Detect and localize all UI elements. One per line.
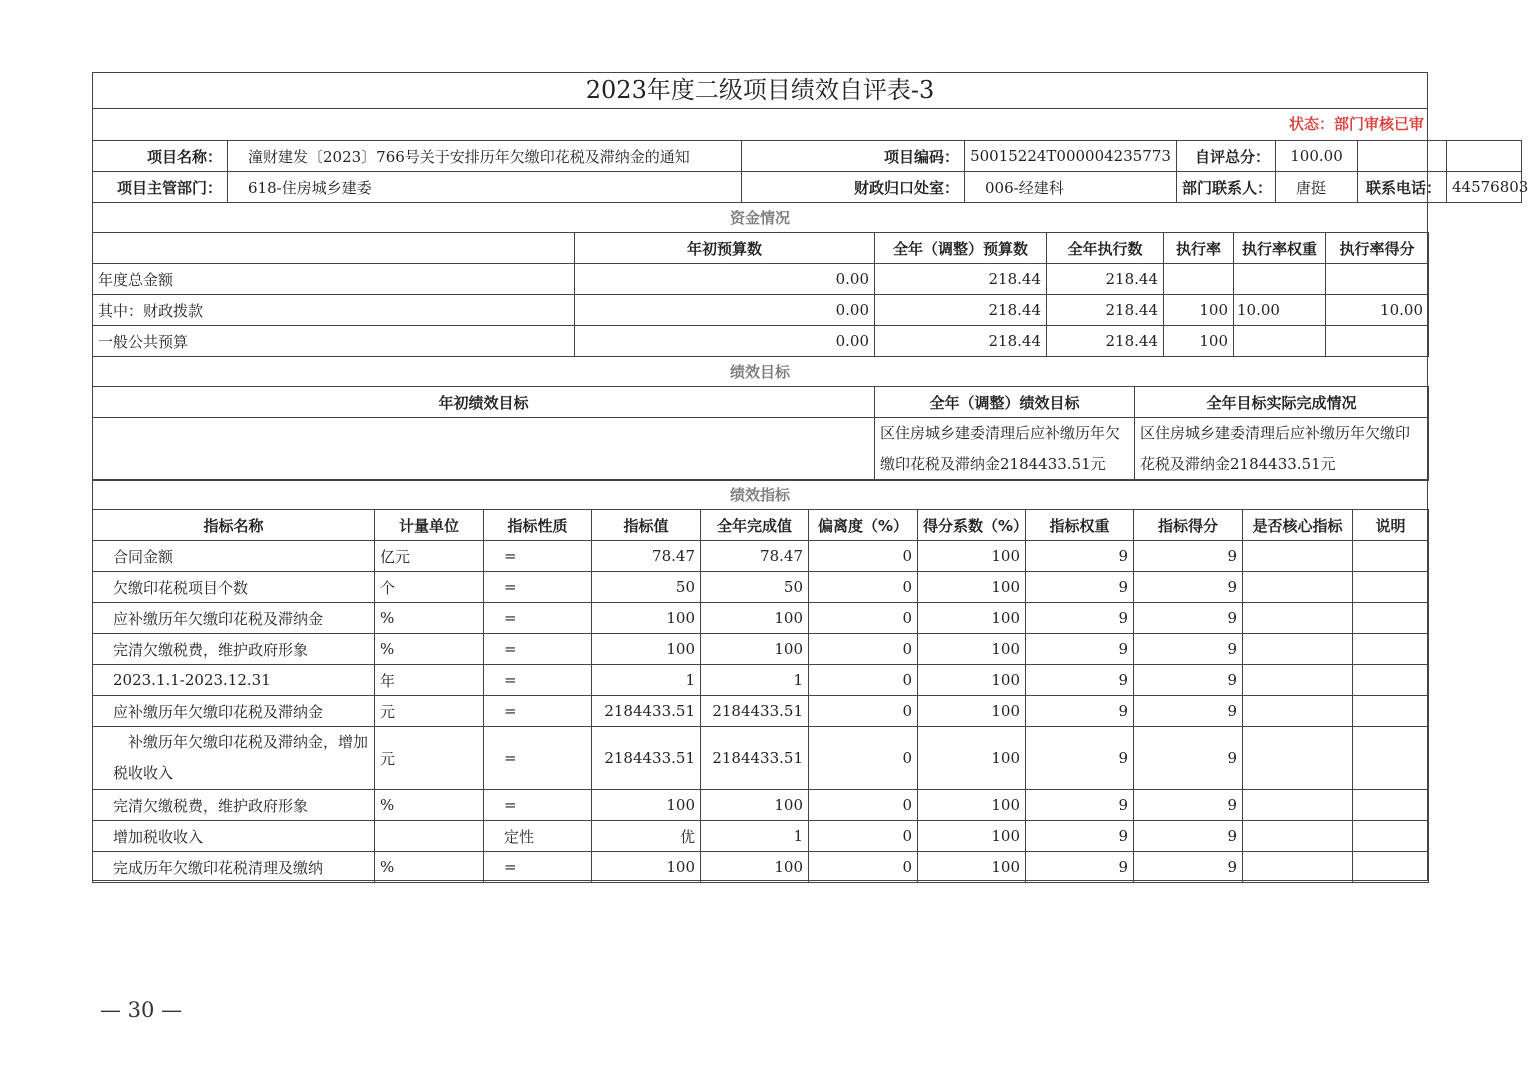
indicator-nature: = [484,603,592,634]
table-row [93,603,1429,634]
indicator-coefficient: 100 [918,852,1026,883]
col-header: 计量单位 [375,510,484,541]
page-title: 2023年度二级项目绩效自评表-3 [92,72,1428,109]
indicator-coefficient: 100 [918,541,1026,572]
table-row [93,727,1429,790]
indicator-score: 9 [1134,852,1243,883]
indicators-table [92,509,1429,883]
office-label: 财政归口处室： [742,172,965,203]
phone-label: 联系电话： [1358,172,1447,203]
indicator-target: 1 [592,665,701,696]
indicator-deviation: 0 [809,696,918,727]
indicator-coefficient: 100 [918,634,1026,665]
indicator-coefficient: 100 [918,665,1026,696]
indicator-nature: = [484,572,592,603]
indicator-nature: 定性 [484,821,592,852]
indicator-score: 9 [1134,727,1243,790]
score-value: 100.00 [1276,141,1358,172]
col-header: 指标名称 [93,510,375,541]
indicator-actual: 100 [701,790,809,821]
col-header: 年初预算数 [575,233,875,264]
indicator-coefficient: 100 [918,696,1026,727]
fund-initial: 0.00 [575,295,875,326]
col-header: 指标性质 [484,510,592,541]
table-row [93,665,1429,696]
col-header: 指标权重 [1026,510,1134,541]
indicator-name: 完清欠缴税费，维护政府形象 [93,790,375,821]
indicator-deviation: 0 [809,852,918,883]
page-number: — 30 — [100,998,183,1022]
empty-cell [93,233,575,264]
indicator-name: 完清欠缴税费，维护政府形象 [93,634,375,665]
fund-executed: 218.44 [1047,264,1164,295]
indicator-note [1353,634,1429,665]
indicator-actual: 2184433.51 [701,696,809,727]
fund-weight [1234,326,1326,357]
indicator-note [1353,821,1429,852]
table-row [93,264,1429,295]
fund-score [1326,264,1429,295]
goals-section-title: 绩效目标 [92,356,1428,387]
indicator-unit: 年 [375,665,484,696]
indicator-name: 增加税收收入 [93,821,375,852]
indicator-nature: = [484,634,592,665]
indicator-note [1353,696,1429,727]
indicator-actual: 2184433.51 [701,727,809,790]
indicator-core [1243,603,1353,634]
indicator-target: 78.47 [592,541,701,572]
indicator-name: 完成历年欠缴印花税清理及缴纳 [93,852,375,883]
col-header: 全年（调整）绩效目标 [875,387,1135,418]
col-header: 全年（调整）预算数 [875,233,1047,264]
indicator-score: 9 [1134,821,1243,852]
indicator-coefficient: 100 [918,790,1026,821]
table-row [93,634,1429,665]
indicator-unit: % [375,790,484,821]
indicator-deviation: 0 [809,727,918,790]
indicator-target: 2184433.51 [592,696,701,727]
indicator-score: 9 [1134,696,1243,727]
indicator-note [1353,603,1429,634]
fund-rate [1164,264,1234,295]
indicator-weight: 9 [1026,572,1134,603]
col-header: 指标得分 [1134,510,1243,541]
indicator-target: 2184433.51 [592,727,701,790]
fund-adjusted: 218.44 [875,295,1047,326]
indicator-nature: = [484,665,592,696]
indicator-actual: 1 [701,665,809,696]
indicator-deviation: 0 [809,665,918,696]
fund-executed: 218.44 [1047,295,1164,326]
indicator-score: 9 [1134,603,1243,634]
indicator-target: 100 [592,634,701,665]
indicator-unit: % [375,603,484,634]
indicator-unit: 元 [375,727,484,790]
indicator-name: 2023.1.1-2023.12.31 [93,665,375,696]
fund-initial: 0.00 [575,264,875,295]
initial-goal [93,418,875,481]
indicator-name: 合同金额 [93,541,375,572]
indicator-weight: 9 [1026,696,1134,727]
indicator-target: 100 [592,790,701,821]
indicator-note [1353,852,1429,883]
indicator-unit: % [375,852,484,883]
col-header: 偏离度（%） [809,510,918,541]
indicator-unit: % [375,634,484,665]
goals-table [92,386,1429,481]
col-header: 全年执行数 [1047,233,1164,264]
funds-table [92,232,1429,357]
phone-value: 44576803 [1447,172,1522,203]
indicator-score: 9 [1134,634,1243,665]
indicator-coefficient: 100 [918,727,1026,790]
actual-goal: 区住房城乡建委清理后应补缴历年欠缴印花税及滞纳金2184433.51元 [1135,418,1429,481]
fund-name: 年度总金额 [93,264,575,295]
indicator-nature: = [484,696,592,727]
indicator-score: 9 [1134,541,1243,572]
indicator-core [1243,696,1353,727]
fund-name: 其中：财政拨款 [93,295,575,326]
indicator-actual: 100 [701,634,809,665]
status-label: 状态：部门审核已审 [1288,115,1424,133]
col-header: 全年目标实际完成情况 [1135,387,1429,418]
indicator-score: 9 [1134,572,1243,603]
col-header: 说明 [1353,510,1429,541]
indicator-unit [375,821,484,852]
indicator-weight: 9 [1026,852,1134,883]
indicator-nature: = [484,852,592,883]
fund-initial: 0.00 [575,326,875,357]
indicator-weight: 9 [1026,727,1134,790]
indicator-actual: 78.47 [701,541,809,572]
col-header: 执行率权重 [1234,233,1326,264]
indicator-core [1243,821,1353,852]
fund-rate: 100 [1164,326,1234,357]
indicator-unit: 元 [375,696,484,727]
col-header: 执行率得分 [1326,233,1429,264]
indicator-weight: 9 [1026,603,1134,634]
project-code-label: 项目编码： [742,141,965,172]
score-label: 自评总分： [1177,141,1276,172]
fund-weight: 10.00 [1234,295,1326,326]
indicator-name: 补缴历年欠缴印花税及滞纳金，增加税收收入 [93,727,375,790]
table-row [93,541,1429,572]
indicator-note [1353,727,1429,790]
indicator-rows [93,541,1429,883]
indicator-core [1243,541,1353,572]
indicator-core [1243,665,1353,696]
indicator-target: 50 [592,572,701,603]
indicator-unit: 个 [375,572,484,603]
indicator-deviation: 0 [809,790,918,821]
dept-label: 项目主管部门： [93,172,228,203]
indicator-core [1243,727,1353,790]
table-row [93,852,1429,883]
indicator-nature: = [484,541,592,572]
indicators-section-title: 绩效指标 [92,479,1428,510]
indicator-weight: 9 [1026,665,1134,696]
fund-rate: 100 [1164,295,1234,326]
col-header: 年初绩效目标 [93,387,875,418]
indicator-note [1353,665,1429,696]
indicator-score: 9 [1134,665,1243,696]
indicator-note [1353,541,1429,572]
indicator-deviation: 0 [809,603,918,634]
fund-executed: 218.44 [1047,326,1164,357]
indicator-nature: = [484,790,592,821]
table-row [93,326,1429,357]
indicator-deviation: 0 [809,821,918,852]
indicator-deviation: 0 [809,541,918,572]
indicator-actual: 1 [701,821,809,852]
indicator-score: 9 [1134,790,1243,821]
table-row [93,295,1429,326]
indicator-target: 100 [592,852,701,883]
indicator-actual: 100 [701,603,809,634]
fund-adjusted: 218.44 [875,264,1047,295]
indicator-core [1243,634,1353,665]
indicator-coefficient: 100 [918,603,1026,634]
indicator-note [1353,572,1429,603]
col-header: 得分系数（%） [918,510,1026,541]
indicator-core [1243,790,1353,821]
indicator-nature: = [484,727,592,790]
fund-score [1326,326,1429,357]
col-header: 执行率 [1164,233,1234,264]
table-row [93,821,1429,852]
indicator-target: 优 [592,821,701,852]
indicator-coefficient: 100 [918,821,1026,852]
contact-value: 唐挺 [1276,172,1358,203]
col-header: 全年完成值 [701,510,809,541]
indicator-weight: 9 [1026,790,1134,821]
indicator-deviation: 0 [809,572,918,603]
indicator-actual: 50 [701,572,809,603]
office-value: 006-经建科 [965,172,1177,203]
indicator-coefficient: 100 [918,572,1026,603]
contact-label: 部门联系人： [1177,172,1276,203]
fund-name: 一般公共预算 [93,326,575,357]
indicator-weight: 9 [1026,541,1134,572]
dept-value: 618-住房城乡建委 [228,172,742,203]
indicator-name: 应补缴历年欠缴印花税及滞纳金 [93,603,375,634]
fund-adjusted: 218.44 [875,326,1047,357]
info-table [92,140,1528,203]
indicator-name: 欠缴印花税项目个数 [93,572,375,603]
empty-cell [1358,141,1447,172]
table-row [93,696,1429,727]
indicator-core [1243,852,1353,883]
indicator-actual: 100 [701,852,809,883]
funds-section-title: 资金情况 [92,202,1428,233]
indicator-note [1353,790,1429,821]
table-row [93,790,1429,821]
project-name-label: 项目名称： [93,141,228,172]
indicator-unit: 亿元 [375,541,484,572]
indicator-name: 应补缴历年欠缴印花税及滞纳金 [93,696,375,727]
indicator-weight: 9 [1026,634,1134,665]
indicator-target: 100 [592,603,701,634]
table-row [93,572,1429,603]
project-name-value: 潼财建发〔2023〕766号关于安排历年欠缴印花税及滞纳金的通知 [228,141,742,172]
indicator-deviation: 0 [809,634,918,665]
fund-weight [1234,264,1326,295]
col-header: 是否核心指标 [1243,510,1353,541]
indicator-core [1243,572,1353,603]
indicator-weight: 9 [1026,821,1134,852]
col-header: 指标值 [592,510,701,541]
empty-cell [1447,141,1522,172]
adjusted-goal: 区住房城乡建委清理后应补缴历年欠缴印花税及滞纳金2184433.51元 [875,418,1135,481]
fund-score: 10.00 [1326,295,1429,326]
project-code-value: 50015224T000004235773 [965,141,1177,172]
